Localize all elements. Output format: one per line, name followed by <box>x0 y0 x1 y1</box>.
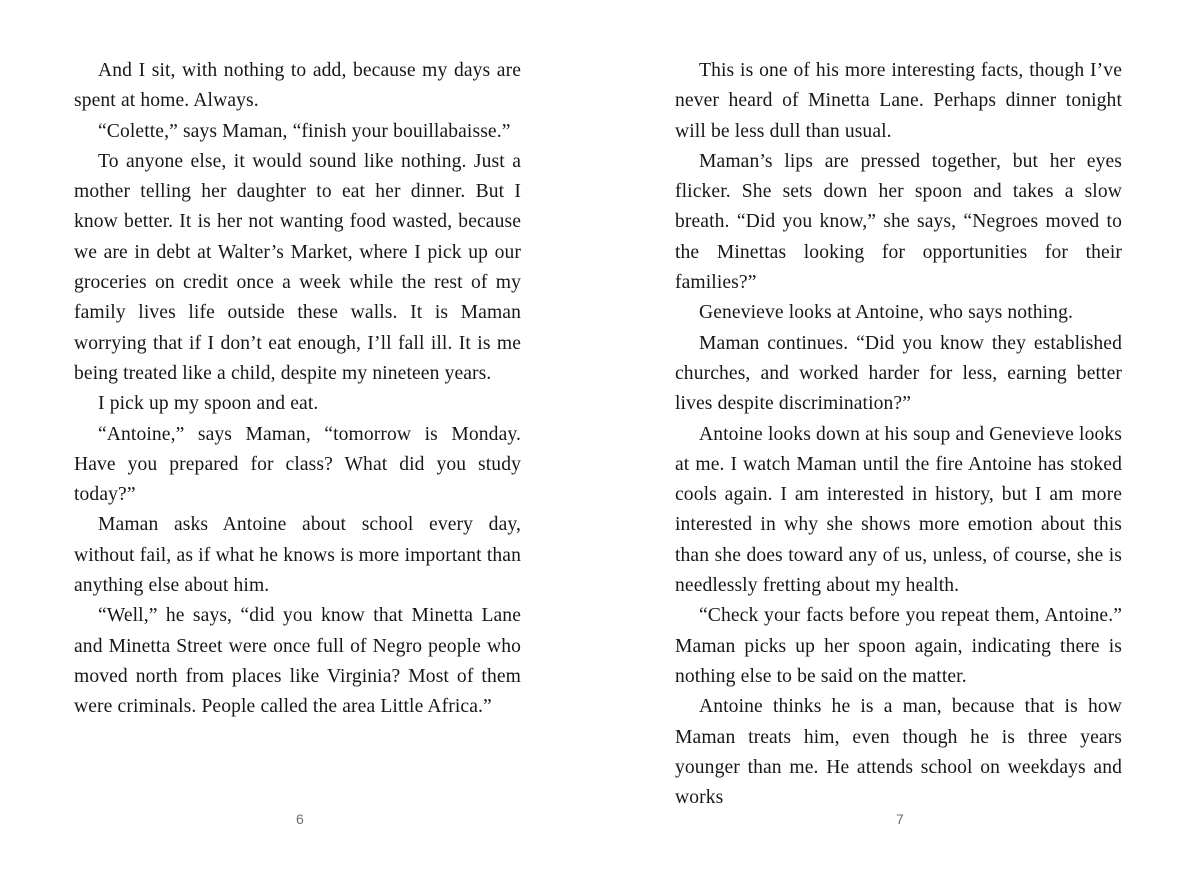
paragraph: “Colette,” says Maman, “finish your bouillabaisse.” <box>98 120 511 142</box>
paragraph: “Well,” he says, “did you know that Minetta Lane and Minetta Street were once full of Negro people who moved north from places like Virginia? Most of them were criminals. People called the area Little Africa.” <box>74 605 521 718</box>
page-right <box>600 0 1200 872</box>
paragraph: “Antoine,” says Maman, “tomorrow is Monday. Have you prepared for class? What did you study today?” <box>74 423 521 506</box>
paragraph: Maman continues. “Did you know they established churches, and worked harder for less, earning better lives despite discrimination?” <box>675 332 1122 415</box>
paragraph: And I sit, with nothing to add, because my days are spent at home. Always. <box>74 60 521 112</box>
paragraph: I pick up my spoon and eat. <box>98 393 319 415</box>
paragraph: Maman’s lips are pressed together, but her eyes flicker. She sets down her spoon and takes a slow breath. “Did you know,” she says, “Negroes moved to the Minettas looking for opportunities for their families?” <box>675 150 1122 294</box>
paragraph: Antoine thinks he is a man, because that is how Maman treats him, even though he is three years younger than me. He attends school on weekdays and works <box>675 696 1122 809</box>
page-number-right: 7 <box>895 811 905 827</box>
paragraph: “Check your facts before you repeat them, Antoine.” Maman picks up her spoon again, indicating there is nothing else to be said on the matter. <box>675 605 1122 687</box>
paragraph: Genevieve looks at Antoine, who says nothing. <box>699 302 1073 324</box>
page-number-left: 6 <box>295 811 305 827</box>
paragraph: This is one of his more interesting facts, though I’ve never heard of Minetta Lane. Perhaps dinner tonight will be less dull than usual. <box>675 60 1122 142</box>
page-right-body <box>675 56 1122 813</box>
paragraph: Maman asks Antoine about school every day, without fail, as if what he knows is more important than anything else about him. <box>74 514 521 597</box>
paragraph: To anyone else, it would sound like nothing. Just a mother telling her daughter to eat her dinner. But I know better. It is her not wanting food wasted, because we are in debt at Walter’s Market, where I pick up our groceries on credit once a week while the rest of my family lives life outside these walls. It is Maman worrying that if I don’t eat enough, I’ll fall ill. It is me being treated like a child, despite my nineteen years. <box>74 150 521 384</box>
paragraph: Antoine looks down at his soup and Genevieve looks at me. I watch Maman until the fire Antoine has stoked cools again. I am interested in history, but I am more interested in why she shows more emotion about this than she does toward any of us, unless, of course, she is needlessly fretting about my health. <box>675 423 1122 597</box>
page-left-body <box>74 56 521 723</box>
